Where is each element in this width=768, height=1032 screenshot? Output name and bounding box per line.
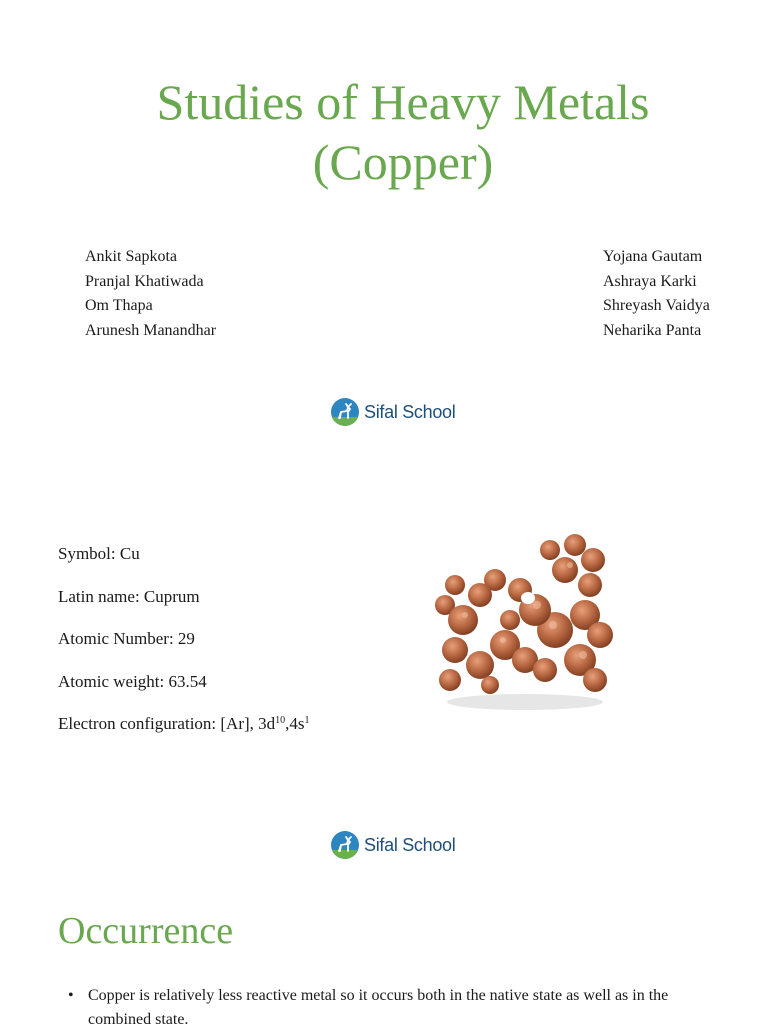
school-logo-2: [331, 831, 455, 859]
fact-atomic-number: Atomic Number: 29: [58, 629, 195, 648]
fact-latin-name: Latin name: Cuprum: [58, 586, 200, 606]
author-name: Pranjal Khatiwada: [85, 272, 204, 290]
author-name: Yojana Gautam: [603, 248, 703, 265]
list-item: [68, 984, 728, 1032]
author-name: Neharika Panta: [603, 321, 702, 339]
author-name: Ashraya Karki: [603, 272, 697, 290]
config-sup-3d: 10: [275, 715, 286, 726]
config-mid: ,4s: [285, 714, 305, 733]
page-title: [0, 72, 768, 192]
deer-logo-icon: [331, 831, 359, 859]
copper-facts: [58, 543, 310, 756]
copper-nugget-image: [425, 520, 635, 720]
logo-text: Sifal School: [364, 834, 456, 855]
logo-text: Sifal School: [364, 401, 456, 422]
authors-left: [85, 245, 216, 343]
author-name: Arunesh Manandhar: [85, 321, 217, 339]
title-line-2: (Copper): [312, 134, 494, 190]
occurrence-heading: Occurrence: [58, 910, 234, 952]
fact-atomic-weight: Atomic weight: 63.54: [58, 671, 207, 691]
config-prefix: Electron configuration: [Ar], 3d: [58, 714, 276, 733]
authors-right: [603, 245, 710, 343]
occurrence-list: [68, 984, 728, 1032]
bullet-text: Copper is relatively less reactive metal so it occurs both in the native state as well as in the combined state.: [88, 987, 669, 1028]
author-name: Ankit Sapkota: [85, 248, 177, 265]
title-line-1: Studies of Heavy Metals: [156, 74, 650, 130]
author-name: Shreyash Vaidya: [603, 297, 710, 314]
school-logo: [331, 398, 455, 426]
config-sup-4s: 1: [304, 715, 310, 726]
fact-symbol: Symbol: Cu: [58, 544, 140, 563]
author-name: Om Thapa: [85, 297, 153, 314]
fact-electron-configuration: [58, 713, 310, 735]
deer-logo-icon: [331, 398, 359, 426]
bullet-marker: •: [68, 987, 74, 1004]
